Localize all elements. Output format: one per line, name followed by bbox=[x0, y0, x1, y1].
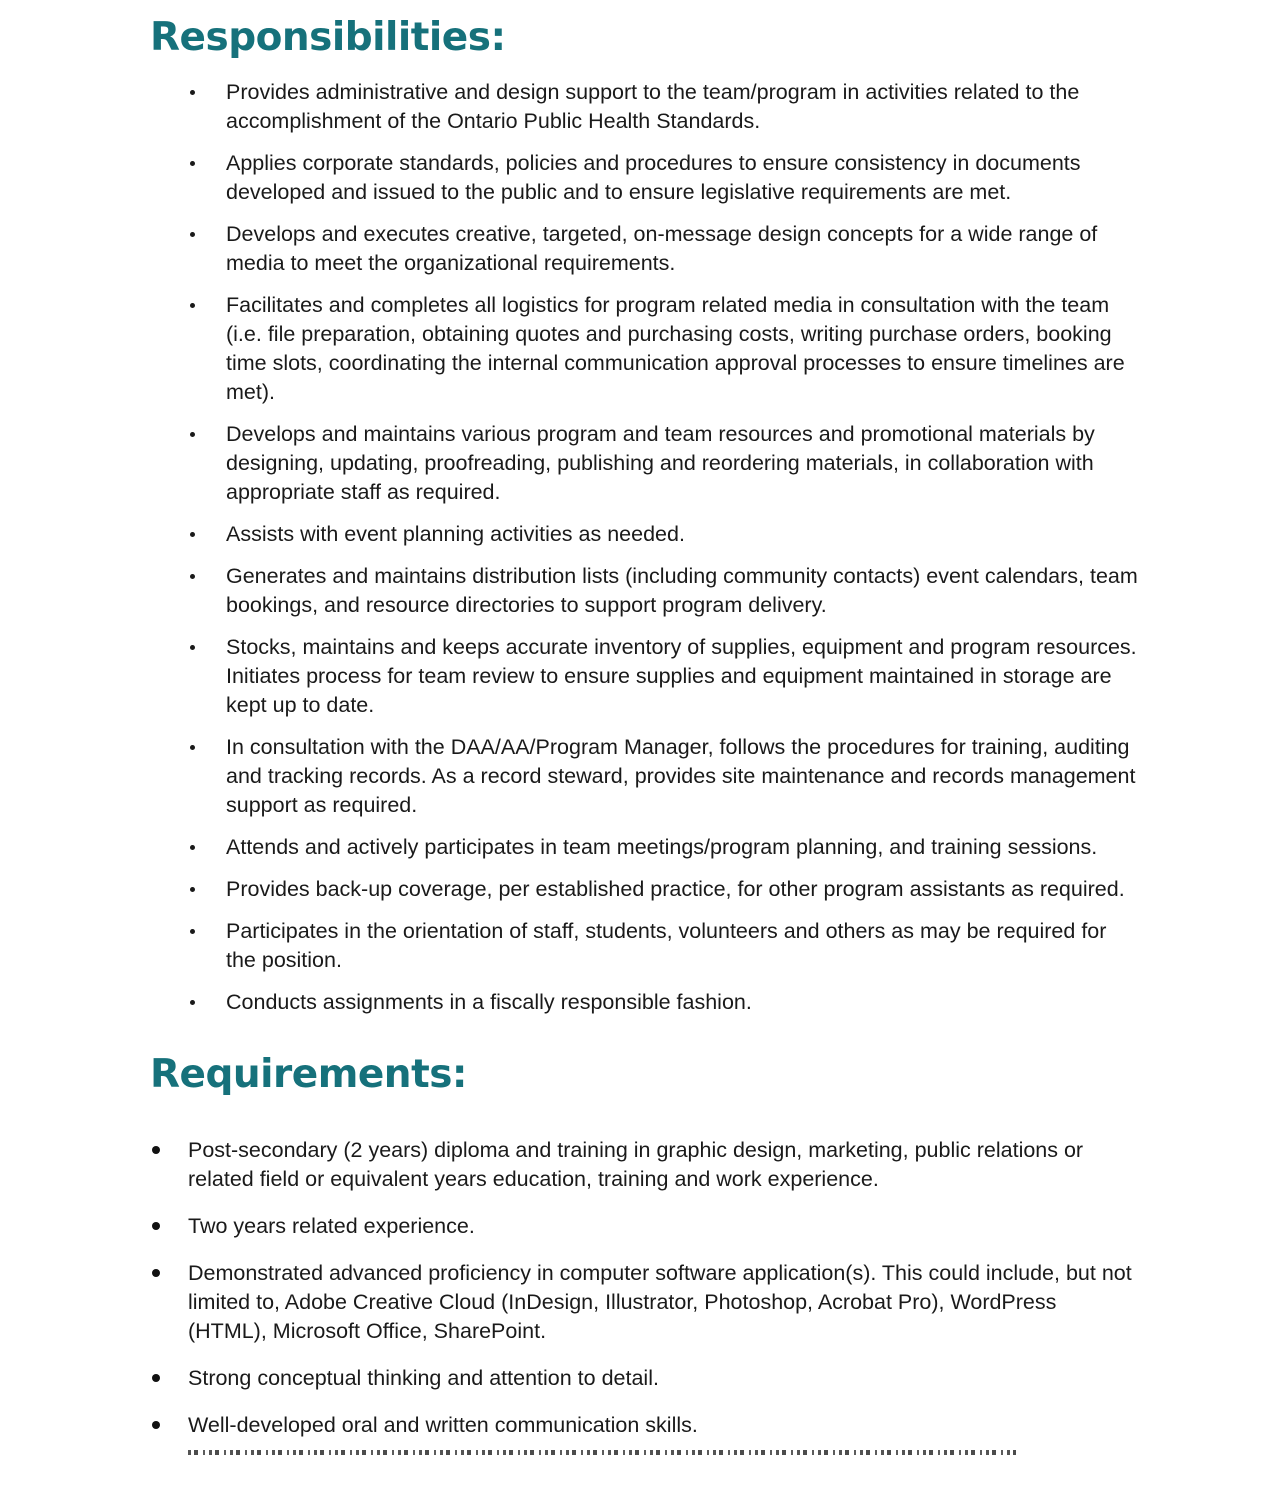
responsibility-text: Assists with event planning activities as needed. bbox=[226, 521, 685, 546]
bullet-icon bbox=[190, 574, 195, 579]
bullet-icon bbox=[152, 1421, 160, 1429]
bullet-icon bbox=[190, 845, 195, 850]
responsibilities-section bbox=[150, 16, 1215, 1017]
requirements-section bbox=[150, 1053, 1215, 1456]
responsibility-item bbox=[190, 291, 1138, 407]
bullet-icon bbox=[190, 1000, 195, 1005]
responsibility-item bbox=[190, 633, 1138, 720]
requirements-list bbox=[150, 1136, 1215, 1440]
requirements-heading: Requirements: bbox=[150, 1051, 468, 1097]
bullet-icon bbox=[190, 645, 195, 650]
requirement-item bbox=[152, 1259, 1140, 1346]
responsibility-item bbox=[190, 733, 1138, 820]
responsibility-text: Develops and executes creative, targeted, on-message design concepts for a wide range of media to meet the organizational requirements. bbox=[226, 221, 1098, 275]
bullet-icon bbox=[190, 532, 195, 537]
responsibility-text: Applies corporate standards, policies and procedures to ensure consistency in documents developed and issued to the public and to ensure legislative requirements are met. bbox=[226, 150, 1081, 204]
responsibility-item bbox=[190, 420, 1138, 507]
responsibility-item bbox=[190, 917, 1138, 975]
responsibility-item bbox=[190, 78, 1138, 136]
bullet-icon bbox=[152, 1146, 160, 1154]
responsibility-text: Provides back-up coverage, per established practice, for other program assistants as required. bbox=[226, 876, 1125, 901]
responsibility-text: Attends and actively participates in team meetings/program planning, and training sessions. bbox=[226, 834, 1098, 859]
responsibility-text: Develops and maintains various program and team resources and promotional materials by designing, updating, proofreading, publishing and reordering materials, in collaboration with appropriate staff as required. bbox=[226, 421, 1095, 504]
requirement-text: Demonstrated advanced proficiency in computer software application(s). This could include, but not limited to, Adobe Creative Cloud (InDesign, Illustrator, Photoshop, Acrobat Pro), WordPress (HTML), Microsoft Office, SharePoint. bbox=[188, 1261, 1132, 1344]
bullet-icon bbox=[190, 161, 195, 166]
requirement-item bbox=[152, 1136, 1140, 1194]
bullet-icon bbox=[190, 745, 195, 750]
bullet-icon bbox=[190, 90, 195, 95]
requirement-text: Post-secondary (2 years) diploma and training in graphic design, marketing, public relations or related field or equivalent years education, training and work experience. bbox=[188, 1138, 1084, 1192]
bullet-icon bbox=[152, 1269, 160, 1277]
bullet-icon bbox=[190, 929, 195, 934]
bullet-icon bbox=[190, 303, 195, 308]
requirement-item bbox=[152, 1411, 1140, 1440]
clipped-next-line bbox=[188, 1450, 1016, 1455]
bullet-icon bbox=[152, 1222, 160, 1230]
requirement-text: Strong conceptual thinking and attention to detail. bbox=[188, 1366, 659, 1391]
responsibility-item bbox=[190, 520, 1138, 549]
responsibility-item bbox=[190, 562, 1138, 620]
bullet-icon bbox=[152, 1374, 160, 1382]
requirement-text: Well-developed oral and written communication skills. bbox=[188, 1413, 698, 1438]
bullet-icon bbox=[190, 887, 195, 892]
responsibilities-list bbox=[150, 78, 1215, 1017]
responsibility-item bbox=[190, 988, 1138, 1017]
responsibility-text: Provides administrative and design support to the team/program in activities related to the accomplishment of the Ontario Public Health Standards. bbox=[226, 79, 1080, 133]
responsibility-text: Conducts assignments in a fiscally responsible fashion. bbox=[226, 989, 752, 1014]
responsibility-text: In consultation with the DAA/AA/Program Manager, follows the procedures for training, auditing and tracking records. As a record steward, provides site maintenance and records management support as required. bbox=[226, 734, 1136, 817]
responsibility-item bbox=[190, 833, 1138, 862]
responsibility-text: Participates in the orientation of staff, students, volunteers and others as may be required for the position. bbox=[226, 918, 1107, 972]
responsibility-item bbox=[190, 149, 1138, 207]
responsibility-text: Facilitates and completes all logistics for program related media in consultation with the team (i.e. file preparation, obtaining quotes and purchasing costs, writing purchase orders, booking time slots, coordinating the internal communication approval processes to ensure timelines are met). bbox=[226, 292, 1125, 404]
bullet-icon bbox=[190, 432, 195, 437]
requirement-item bbox=[152, 1212, 1140, 1241]
responsibility-text: Stocks, maintains and keeps accurate inventory of supplies, equipment and program resources. Initiates process for team review to ensure supplies and equipment maintained in storage are kept up to date. bbox=[226, 634, 1137, 717]
responsibility-text: Generates and maintains distribution lists (including community contacts) event calendars, team bookings, and resource directories to support program delivery. bbox=[226, 563, 1138, 617]
requirement-text: Two years related experience. bbox=[188, 1214, 475, 1239]
responsibilities-heading: Responsibilities: bbox=[150, 15, 506, 60]
bullet-icon bbox=[190, 232, 195, 237]
responsibility-item bbox=[190, 220, 1138, 278]
responsibility-item bbox=[190, 875, 1138, 904]
requirement-item bbox=[152, 1364, 1140, 1393]
